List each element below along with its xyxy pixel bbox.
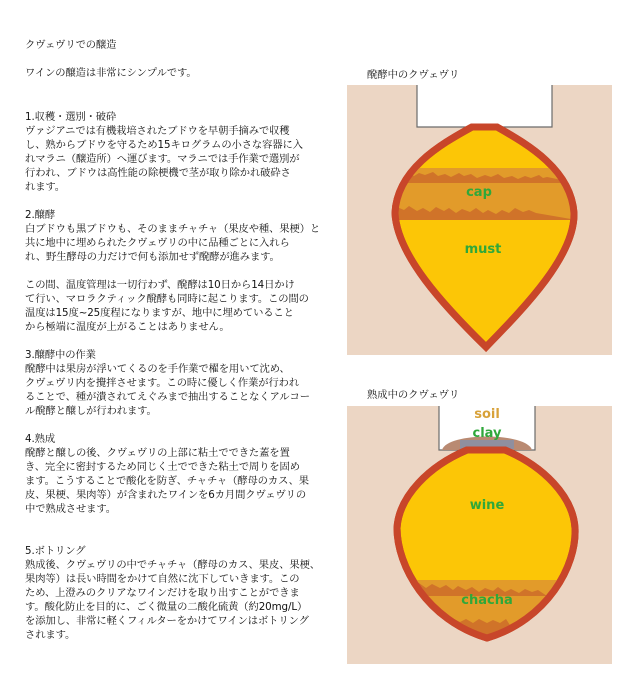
- section-body-harvest: ヴァジアニでは有機栽培されたブドウを早朝手摘みで収穫 し、熟からブドウを守るため15キログラムの小さな容器に入 れマラニ（醸造所）へ運びます。マラニでは手作業で選別が 行われ、ブドウは高性能の除梗機で茎が取り除かれ破砕さ れます。: [25, 125, 303, 193]
- wine-label: wine: [469, 498, 505, 513]
- page-title: クヴェヴリでの醸造: [25, 39, 117, 51]
- pit-outline: [417, 85, 552, 127]
- cap-label: cap: [466, 185, 492, 200]
- aging-qvevri-diagram: [347, 406, 612, 664]
- section-body-aging: 醗酵と醸しの後、クヴェヴリの上部に粘土でできた蓋を置 き、完全に密封するため同じく土でできた粘土で周りを固め ます。こうすることで酸化を防ぎ、チャチャ（酵母のカス、果 皮、果梗、果肉等）が含まれたワインを6カ月間クヴェヴリの 中で熟成させます。: [25, 447, 309, 515]
- section-heading-bottling: 5.ボトリング: [25, 545, 86, 557]
- clay-label: clay: [472, 426, 502, 441]
- fermenting-qvevri-diagram: [347, 85, 612, 355]
- section-heading-work: 3.醸酵中の作業: [25, 349, 96, 361]
- section-body-bottling: 熟成後、クヴェヴリの中でチャチャ（酵母のカス、果皮、果梗、 果肉等）は長い時間をかけて自然に沈下していきます。この ため、上澄みのクリアなワインだけを取り出すことができま す。酸化防止を目的に、ごく微量の二酸化硫黄（約20mg/L） を添加し、非常に軽くフィルターをかけてワインはボトリング されます。: [25, 559, 320, 641]
- soil-label: soil: [474, 407, 500, 422]
- article-text: [25, 38, 337, 642]
- section-body-work: 醗酵中は果房が浮いてくるのを手作業で櫂を用いて沈め、 クヴェヴリ内を攪拌させます。この時に優しく作業が行われ ることで、種が潰されてえぐみまで抽出することなくアルコー ル醗酵と醸しが行われます。: [25, 363, 310, 417]
- must-label: must: [464, 242, 502, 257]
- section-extra-fermentation: この間、温度管理は一切行わず、醗酵は10日から14日かけ て行い、マロラクティック醗酵も同時に起こります。この間の 温度は15度~25度程になりますが、地中に埋めていること から極端に温度が上がることはありません。: [25, 279, 309, 333]
- section-heading-harvest: 1.収穫・選別・破砕: [25, 111, 117, 123]
- section-heading-aging: 4.熟成: [25, 433, 56, 445]
- section-body-fermentation: 白ブドウも黒ブドウも、そのままチャチャ（果皮や種、果梗）と 共に地中に埋められたクヴェヴリの中に品種ごとに入れら れ、野生酵母の力だけで何も添加せず醗酵が進みます。: [25, 223, 321, 263]
- intro-text: ワインの醸造は非常にシンプルです。: [25, 67, 197, 79]
- aging-figure-caption: 熟成中のクヴェヴリ: [367, 389, 460, 401]
- chacha-label: chacha: [461, 593, 513, 608]
- fermenting-figure-caption: 醗酵中のクヴェヴリ: [367, 69, 460, 81]
- section-heading-fermentation: 2.醸酵: [25, 209, 56, 221]
